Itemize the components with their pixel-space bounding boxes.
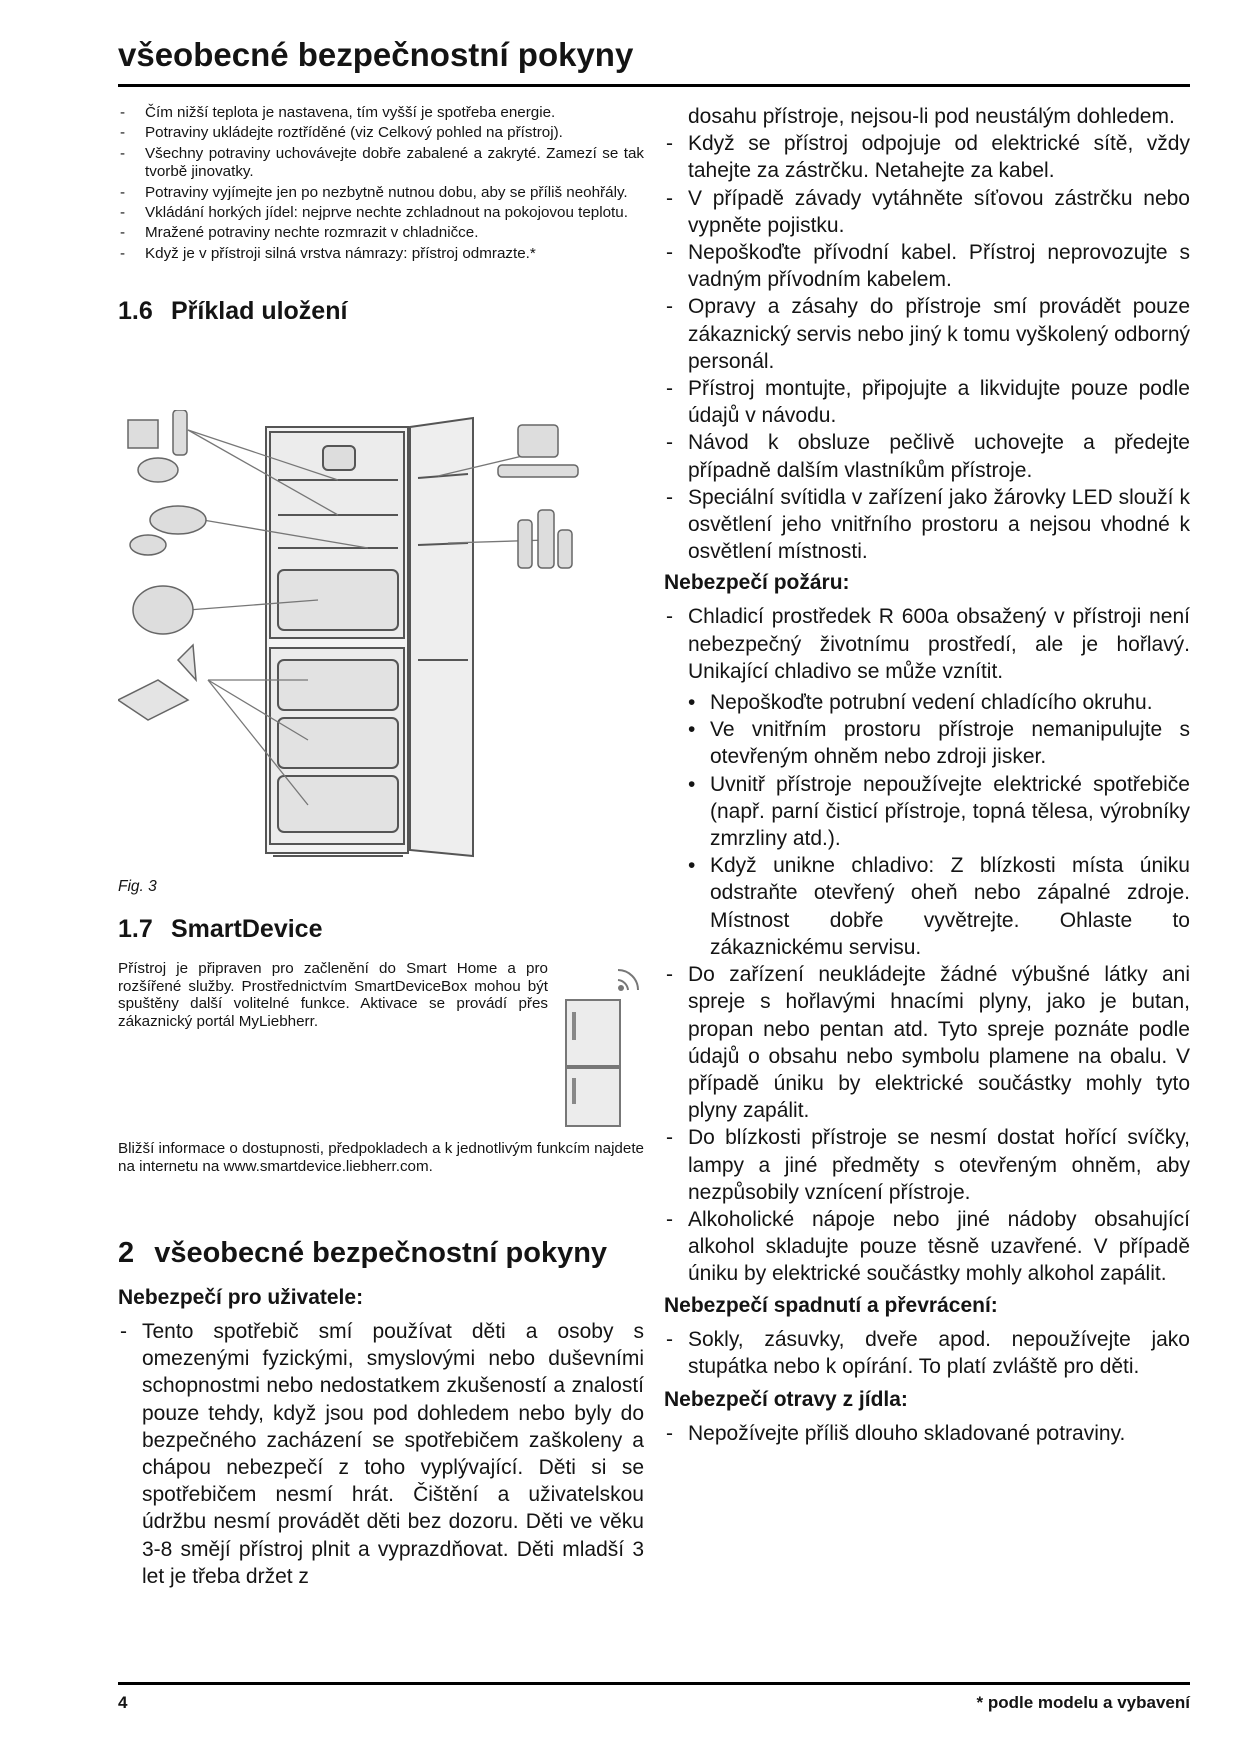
footnote: * podle modelu a vybavení [976,1693,1190,1712]
chapter-2-heading [118,1234,644,1272]
fire-hazard-heading: Nebezpečí požáru: [664,571,850,595]
list-item: - Alkoholické nápoje nebo jiné nádoby obsahující alkohol skladujte pouze těsně uzavřené. V případě úniku by elektrické součástky mohly alkohol zapálit. [664,1206,1190,1288]
tip-hazard-heading: Nebezpečí spadnutí a převrácení: [664,1293,998,1317]
list-item: - Chladicí prostředek R 600a obsažený v přístroji není nebezpečný životnímu prostředí, ale je hořlavý. Unikající chladivo se může vznítit. [664,603,1190,685]
bullet-item: • Když unikne chladivo: Z blízkosti místa úniku odstraňte otevřený oheň nebo zápalné zdroje. Místnost dobře vyvětrejte. Ohlaste to zákaznickému servisu. [686,852,1190,961]
list-item: - Do blízkosti přístroje se nesmí dostat hořící svíčky, lampy a jiné předměty s otevřeným ohněm, aby nezpůsobily vznícení přístroje. [664,1124,1190,1206]
fire-hazard-bullets [664,689,1190,961]
fire-hazard-list-2 [664,961,1190,1287]
section-title: Příklad uložení [171,297,348,326]
list-item: - Tento spotřebič smí používat děti a osoby s omezenými fyzickými, smyslovými nebo duševními schopnostmi nebo nedostatkem zkušeností a znalostí pouze tehdy, když jsou pod dohledem nebo byly do bezpečného zacházení se spotřebičem zaškoleny a chápou nebezpečí z toho vyplývající. Děti si se spotřebičem nesmí hrát. Čištění a uživatelskou údržbu nesmí provádět děti bez dozoru. Děti ve věku 3-8 smějí přístroj plnit a vyprazdňovat. Děti mladší 3 let je třeba držet z [118,1318,644,1590]
continued-paragraph: dosahu přístroje, nejsou-li pod neustálým dohledem. [688,105,1175,128]
list-item: - Potraviny ukládejte roztříděné (viz Celkový pohled na přístroj). [118,124,644,142]
chapter-title: všeobecné bezpečnostní pokyny [154,1237,608,1269]
list-item: - V případě závady vytáhněte síťovou zástrčku nebo vypněte pojistku. [664,185,1190,239]
bullet-item: • Nepoškoďte potrubní vedení chladícího okruhu. [686,689,1190,716]
section-1-6-heading [118,297,644,326]
page-title: všeobecné bezpečnostní pokyny [118,36,634,73]
user-hazard-heading: Nebezpečí pro uživatele: [118,1286,364,1309]
storage-tips-list [118,104,644,263]
list-item: - Mražené potraviny nechte rozmrazit v chladničce. [118,224,644,242]
smart-fridge-wifi-icon [560,960,646,1132]
list-item: - Opravy a zásahy do přístroje smí provádět pouze zákaznický servis nebo jiný k tomu vyškolený odborný personál. [664,293,1190,375]
fridge-illustration [118,410,648,875]
storage-example-figure [118,410,648,895]
list-item: - Když je v přístroji silná vrstva námrazy: přístroj odmrazte.* [118,245,644,263]
section-number: 1.6 [118,297,153,326]
footer-rule [118,1682,1190,1685]
list-item: - Speciální svítidla v zařízení jako žárovky LED slouží k osvětlení jeho vnitřního prostoru a nejsou vhodné k osvětlení místnosti. [664,484,1190,566]
list-item: - Vkládání horkých jídel: nejprve nechte zchladnout na pokojovou teplotu. [118,204,644,222]
list-item: - Sokly, zásuvky, dveře apod. nepoužívejte jako stupátka nebo k opírání. To platí zvláště pro děti. [664,1326,1190,1380]
food-hazard-list [664,1420,1190,1447]
section-1-7-heading [118,915,322,944]
list-item: - Přístroj montujte, připojujte a likvidujte pouze podle údajů v návodu. [664,375,1190,429]
list-item: - Nepožívejte příliš dlouho skladované potraviny. [664,1420,1190,1447]
fire-hazard-list [664,603,1190,685]
smartdevice-info-paragraph: Bližší informace o dostupnosti, předpokladech a k jednotlivým funkcím najdete na internetu na www.smartdevice.liebherr.com. [118,1140,644,1175]
food-hazard-heading: Nebezpečí otravy z jídla: [664,1387,908,1411]
right-column [664,103,1190,1447]
user-hazard-list-continued [664,130,1190,565]
page-number: 4 [118,1693,128,1712]
chapter-number: 2 [118,1237,135,1269]
tip-hazard-list [664,1326,1190,1380]
header-rule [118,84,1190,87]
list-item: - Když se přístroj odpojuje od elektrické sítě, vždy tahejte za zástrčku. Netahejte za kabel. [664,130,1190,184]
section-title: SmartDevice [171,915,323,943]
list-item: - Potraviny vyjímejte jen po nezbytně nutnou dobu, aby se příliš neohřály. [118,184,644,202]
user-hazard-list [118,1318,644,1590]
list-item: - Nepoškoďte přívodní kabel. Přístroj neprovozujte s vadným přívodním kabelem. [664,239,1190,293]
section-number: 1.7 [118,915,153,943]
left-column [118,104,644,326]
chapter-2-left [118,1234,644,1590]
bullet-item: • Uvnitř přístroje nepoužívejte elektrické spotřebiče (např. parní čisticí přístroje, topná tělesa, výrobníky zmrzliny atd.). [686,771,1190,853]
list-item: - Do zařízení neukládejte žádné výbušné látky ani spreje s hořlavými hnacími plyny, jako je butan, propan nebo pentan atd. Tyto spreje poznáte podle údajů o obsahu nebo symbolu plamene na obalu. V případě úniku by elektrické součástky mohly tyto plyny zapálit. [664,961,1190,1124]
list-item: - Čím nižší teplota je nastavena, tím vyšší je spotřeba energie. [118,104,644,122]
figure-label: Fig. 3 [118,878,157,895]
smartdevice-paragraph: Přístroj je připraven pro začlenění do Smart Home a pro rozšířené služby. Prostřednictvím SmartDeviceBox mohou být spuštěny další volitelné funkce. Aktivace se provádí přes zákaznický portál MyLiebherr. [118,960,548,1030]
list-item: - Všechny potraviny uchovávejte dobře zabalené a zakryté. Zamezí se tak tvorbě jinovatky. [118,145,644,182]
bullet-item: • Ve vnitřním prostoru přístroje nemanipulujte s otevřeným ohněm nebo zdroji jisker. [686,716,1190,770]
list-item: - Návod k obsluze pečlivě uchovejte a předejte případně dalším vlastníkům přístroje. [664,429,1190,483]
